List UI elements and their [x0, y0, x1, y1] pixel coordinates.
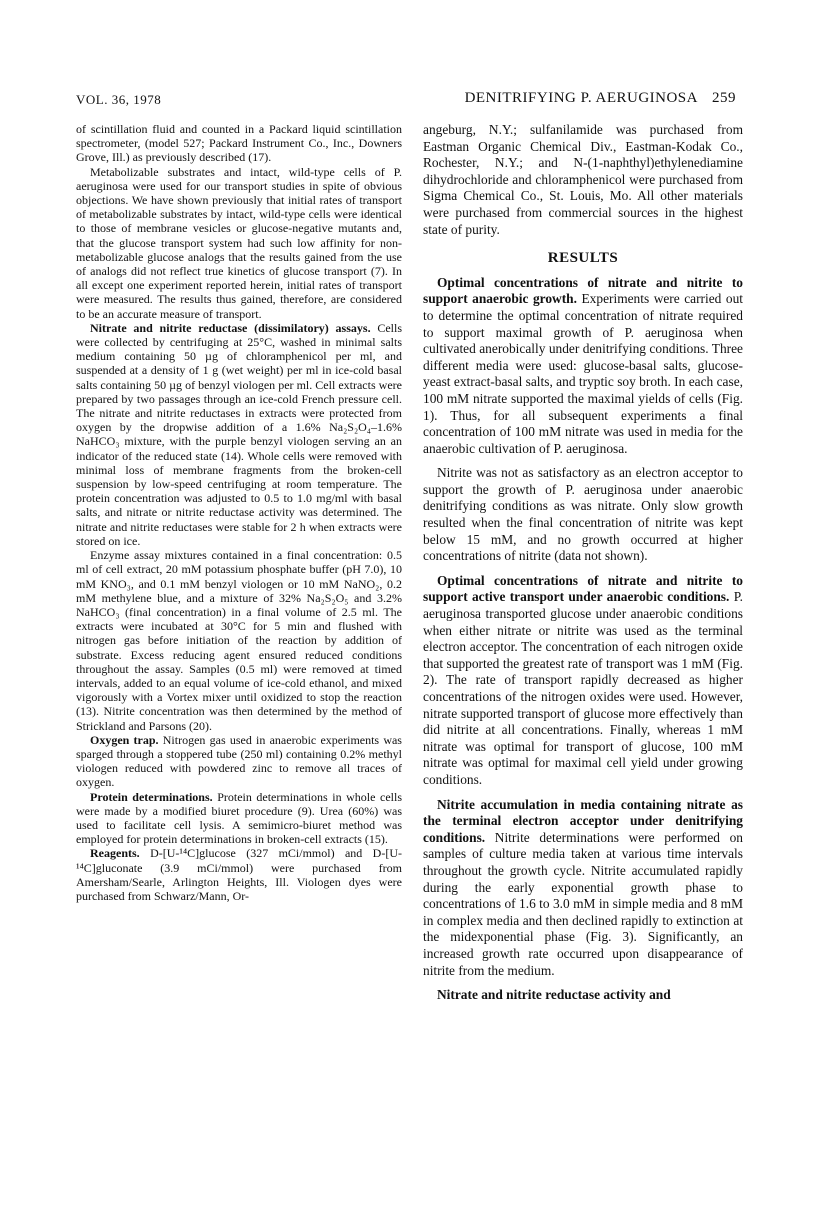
- running-header: [0, 90, 816, 112]
- run-in-heading: Nitrate and nitrite reductase (dissimilatory) assays.: [90, 320, 371, 335]
- section-heading-results: RESULTS: [547, 250, 619, 267]
- paragraph-protein: [76, 790, 402, 847]
- paragraph-nitrite-growth: Nitrite was not as satisfactory as an electron acceptor to support the growth of P. aeruginosa under anaerobic denitrifying conditions as was nitrate. Only slow growth resulted when the final concentration of nitrite was kept below 15 mM, and no growth occurred at higher concentrations of nitrite (data not shown).: [423, 465, 743, 564]
- paragraph-continuation: angeburg, N.Y.; sulfanilamide was purchased from Eastman Organic Chemical Div., Eastman-Kodak Co., Rochester, N.Y.; and N-(1-naphthyl)ethylenediamine dihydrochloride and chloramphenicol were purchased from Sigma Chemical Co., St. Louis, Mo. All other materials were purchased from commercial sources in the highest state of purity.: [423, 122, 743, 237]
- paragraph-enzyme-assay: Enzyme assay mixtures contained in a final concentration: 0.5 ml of cell extract, 20 mM potassium phosphate buffer (pH 7.0), 10 mM KNO₃, and 0.1 mM benzyl viologen or 10 mM NaNO₂, 0.2 mM methylene blue, and a mixture of 32% Na₂S₂O₅ and 3.2% NaHCO₃ (final concentration) in a final volume of 2.5 ml. The extracts were incubated at 30°C for 5 min and flushed with nitrogen gas before initiation of the reaction by addition of substrate. Excess reducing agent ensured reduced conditions throughout the assay. Samples (0.5 ml) were removed at timed intervals, added to an equal volume of ice-cold ethanol, and mixed vigorously with a Vortex mixer until oxidized to stop the reaction (13). Nitrite concentration was then determined by the method of Strickland and Parsons (20).: [76, 548, 402, 733]
- run-in-heading: Optimal concentrations of nitrate and nitrite to support anaerobic growth.: [423, 274, 743, 307]
- paragraph-body: Cells were collected by centrifuging at 25°C, washed in minimal salts medium containing 50 µg of chloramphenicol per ml, and suspended at a density of 1 g (wet weight) per ml in ice-cold basal salts containing 50 µg of benzyl viologen per ml. Cell extracts were prepared by two passages through an ice-cold French pressure cell. The nitrate and nitrite reductases in extracts were protected from oxygen by the dropwise addition of a 1.6% Na₂S₂O₄–1.6% NaHCO₃ mixture, with the purple benzyl viologen serving an an indicator of the reduced state (14). Whole cells were removed with minimal loss of membrane fragments from the broken-cell suspension by low-speed centrifuging at room temperature. The protein concentration was adjusted to 0.5 to 1.0 mg/ml with basal salts, and nitrate or nitrite reductase activity was determined. The nitrate and nitrite reductases were stable for 2 h when extracts were stored on ice.: [76, 320, 403, 548]
- paragraph-continuation: of scintillation fluid and counted in a Packard liquid scintillation spectrometer, (model 527; Packard Instrument Co., Inc., Downers Grove, Ill.) as previously described (17).: [76, 122, 402, 165]
- run-in-heading: Reagents.: [90, 846, 140, 861]
- paragraph-body: Nitrite determinations were performed on samples of culture media taken at various time intervals throughout the growth cycle. Nitrite accumulated rapidly during the early exponential growth phase to concentrations of 1.6 to 3.0 mM in simple media and 8 mM in complex media and then declined rapidly to extinction at the midexponential phase (Fig. 3). Significantly, an increased growth rate occurred upon disappearance of nitrite from the medium.: [423, 829, 743, 978]
- right-column: [423, 122, 743, 1004]
- paragraph-body: Experiments were carried out to determine the optimal concentration of nitrate required to support maximal growth of P. aeruginosa when cultivated anerobically under denitrifying conditions. Three different media were used: glucose-basal salts, glucose-yeast extract-basal salts, and tryptic soy broth. In each case, 100 mM nitrate supported the maximal yields of cells (Fig. 1). Thus, for all subsequent experiments a final concentration of 100 mM nitrate was used in media for the anaerobic cultivation of P. aeruginosa.: [423, 291, 743, 456]
- volume-year: VOL. 36, 1978: [76, 92, 162, 107]
- paragraph-body: Protein determinations in whole cells were made by a modified biuret procedure (9). Urea (60%) was used to facilitate cell lysis. A semimicro-biuret method was employed for protein determinations in broken-cell extracts (15).: [76, 789, 402, 847]
- paragraph-anaerobic-growth: [423, 275, 743, 458]
- left-column: [76, 122, 402, 903]
- journal-running-title: DENITRIFYING P. AERUGINOSA: [464, 90, 698, 106]
- paragraph-active-transport: [423, 573, 743, 789]
- paragraph-body: P. aeruginosa transported glucose under anaerobic conditions when either nitrate or nitrite was used as the terminal electron acceptor. The concentration of each nitrogen oxide that supported the greatest rate of transport was 1 mM (Fig. 2). The rate of transport rapidly decreased as higher concentrations of the nitrogen oxides were used. However, nitrate supported transport of glucose more effectively than did nitrite at all concentrations. Finally, whereas 1 mM nitrate was optimal for transport of glucose, 100 mM nitrate was optimal for maximal cell yield under growing conditions.: [423, 589, 743, 787]
- paragraph-body: D-[U-¹⁴C]glucose (327 mCi/mmol) and D-[U-¹⁴C]gluconate (3.9 mCi/mmol) were purchased from Amersham/Searle, Arlington Heights, Ill. Viologen dyes were purchased from Schwarz/Mann, Or-: [76, 846, 403, 903]
- paragraph-reagents: [76, 846, 402, 903]
- paragraph-nitrite-accumulation: [423, 797, 743, 980]
- paragraph-substrates: Metabolizable substrates and intact, wild-type cells of P. aeruginosa were used for our transport studies in spite of obvious objections. We have shown previously that initial rates of transport of metabolizable substrates by intact, wild-type cells were identical to those of membrane vesicles or glucose-negative mutants and, that the glucose transport system had such low affinity for non-metabolizable glucose analogs that the results gained from the use of analogs did not reflect true kinetics of glucose transport (7). In all except one experiment reported herein, initial rates of transport were measured. The results thus gained, therefore, are considered to be an accurate measure of transport.: [76, 164, 402, 321]
- paragraph-body: Nitrogen gas used in anaerobic experiments was sparged through a stoppered tube (250 ml) containing 0.2% methyl viologen reduced with powdered zinc to remove all traces of oxygen.: [76, 732, 402, 790]
- paragraph-reductase-activity: [423, 987, 743, 1004]
- paragraph-reductase-assays: [76, 321, 402, 548]
- run-in-heading: Protein determinations.: [90, 789, 213, 804]
- run-in-heading: Oxygen trap.: [90, 732, 159, 747]
- page-number: 259: [712, 90, 736, 106]
- run-in-heading: Optimal concentrations of nitrate and nitrite to support active transport under anaerobic conditions.: [423, 572, 743, 605]
- run-in-heading: Nitrite accumulation in media containing nitrate as the terminal electron acceptor under denitrifying conditions.: [423, 796, 743, 845]
- running-title: [465, 90, 736, 107]
- paragraph-oxygen-trap: [76, 733, 402, 790]
- run-in-heading: Nitrate and nitrite reductase activity and: [437, 987, 671, 1003]
